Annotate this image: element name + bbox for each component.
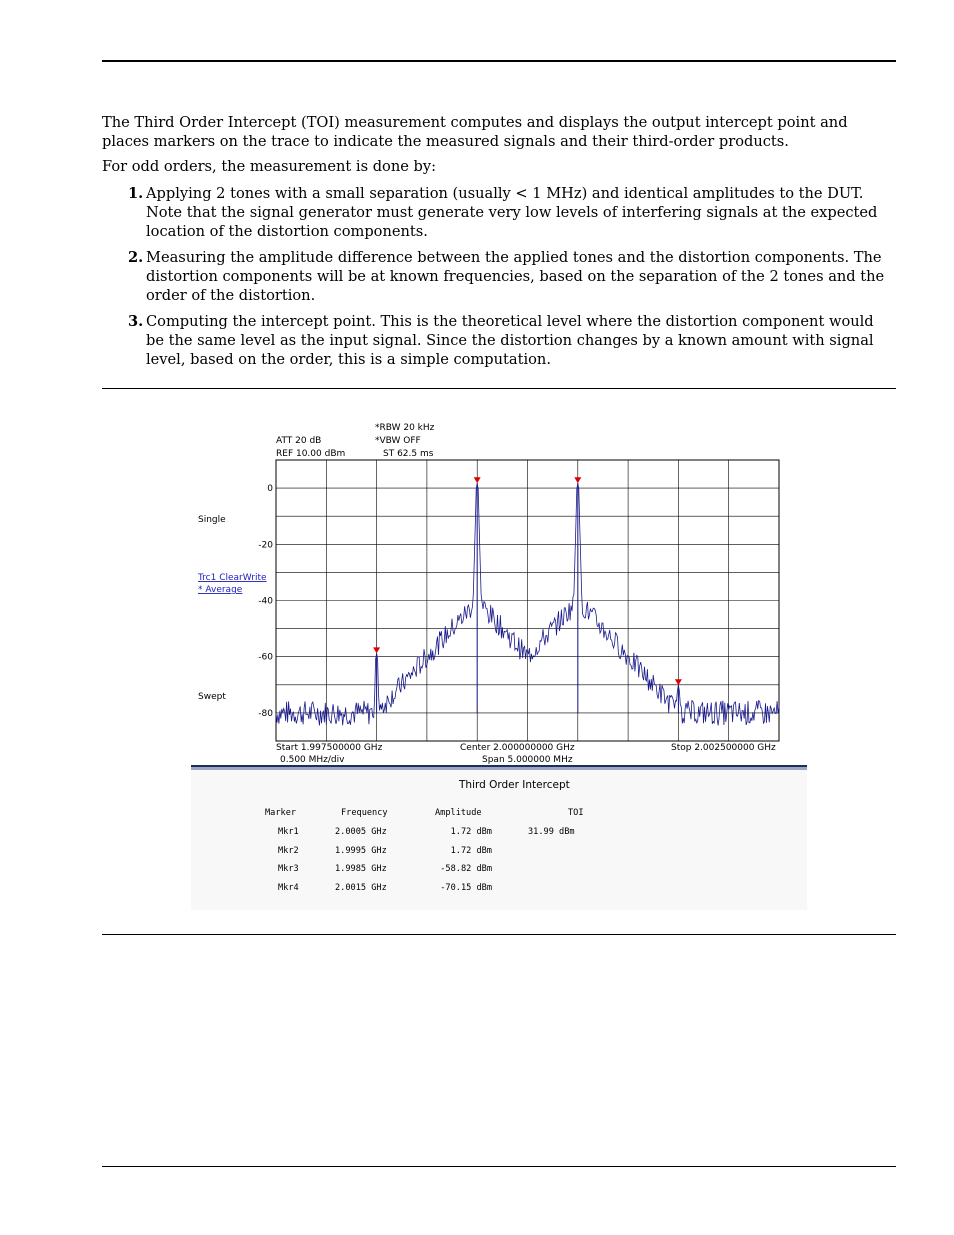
span-readout: Span 5.000000 MHz xyxy=(482,755,573,765)
trace-mode-link[interactable]: Trc1 ClearWrite xyxy=(198,573,267,583)
step-text: Applying 2 tones with a small separation (usually < 1 MHz) and identical amplitudes to the DUT. Note that the signal generator must generate very low levels of interfering signals at the expected location of the distortion components. xyxy=(146,185,878,240)
step-text: Measuring the amplitude difference between the applied tones and the distortion components. The distortion components will be at known frequencies, based on the separation of the 2 tones and the order of the distortion. xyxy=(146,249,885,304)
table-cell: Mkr2 xyxy=(278,846,299,856)
table-cell: Mkr1 xyxy=(278,827,299,837)
rbw-readout: *RBW 20 kHz xyxy=(375,423,435,433)
figure-bottom-rule xyxy=(102,934,896,935)
y-tick-label: 0 xyxy=(267,484,273,495)
att-readout: ATT 20 dB xyxy=(276,436,322,446)
table-cell: 1.9995 GHz xyxy=(335,846,387,856)
spectrum-plot xyxy=(258,460,779,741)
panel-divider-shade xyxy=(191,767,807,770)
column-header: Marker xyxy=(265,808,297,818)
vbw-readout: *VBW OFF xyxy=(375,436,421,446)
center-frequency-readout: Center 2.000000000 GHz xyxy=(460,743,575,753)
table-cell: -58.82 dBm xyxy=(440,864,492,874)
column-header: Frequency xyxy=(341,808,388,818)
table-cell: Mkr4 xyxy=(278,883,299,893)
y-tick-labels xyxy=(258,484,273,719)
step-number: 1. xyxy=(128,185,144,202)
y-tick-label: -60 xyxy=(258,652,273,663)
footer-rule xyxy=(102,1166,896,1167)
div-readout: 0.500 MHz/div xyxy=(280,755,345,765)
steps-list xyxy=(102,184,896,376)
step-text: Computing the intercept point. This is the theoretical level where the distortion component would be the same level as the input signal. Since the distortion changes by a known amount with signal level, based on the order, this is a simple computation. xyxy=(146,313,874,368)
panel-divider xyxy=(191,765,807,767)
analyzer-display xyxy=(191,410,807,910)
average-link[interactable]: * Average xyxy=(198,585,243,595)
table-cell: 31.99 dBm xyxy=(528,827,575,837)
header-rule xyxy=(102,60,896,62)
table-cell: 1.72 dBm xyxy=(450,846,492,856)
intro-paragraph: The Third Order Intercept (TOI) measurement computes and displays the output intercept point and places markers on the trace to indicate the measured signals and their third-order products. xyxy=(102,114,848,150)
table-cell: 1.9985 GHz xyxy=(335,864,387,874)
spectrum-analyzer-screenshot xyxy=(191,410,807,910)
results-title: Third Order Intercept xyxy=(459,779,570,791)
sweep-mode-label: Single xyxy=(198,515,226,525)
swept-label: Swept xyxy=(198,692,226,702)
y-tick-label: -80 xyxy=(258,708,273,719)
column-header: Amplitude xyxy=(435,808,482,818)
list-item xyxy=(102,312,896,369)
column-header: TOI xyxy=(568,808,584,818)
y-tick-label: -40 xyxy=(258,596,273,607)
table-cell: Mkr3 xyxy=(278,864,299,874)
stop-frequency-readout: Stop 2.002500000 GHz xyxy=(671,743,776,753)
start-frequency-readout: Start 1.997500000 GHz xyxy=(276,743,383,753)
figure-top-rule xyxy=(102,388,896,389)
table-cell: 2.0015 GHz xyxy=(335,883,387,893)
ref-readout: REF 10.00 dBm xyxy=(276,449,346,459)
step-number: 2. xyxy=(128,249,144,266)
table-cell: 1.72 dBm xyxy=(450,827,492,837)
y-tick-label: -20 xyxy=(258,540,273,551)
odd-orders-paragraph: For odd orders, the measurement is done by: xyxy=(102,158,437,175)
step-number: 3. xyxy=(128,313,144,330)
list-item xyxy=(102,248,896,305)
table-cell: -70.15 dBm xyxy=(440,883,492,893)
list-item xyxy=(102,184,896,241)
table-cell: 2.0005 GHz xyxy=(335,827,387,837)
sweep-time-readout: ST 62.5 ms xyxy=(383,449,434,459)
